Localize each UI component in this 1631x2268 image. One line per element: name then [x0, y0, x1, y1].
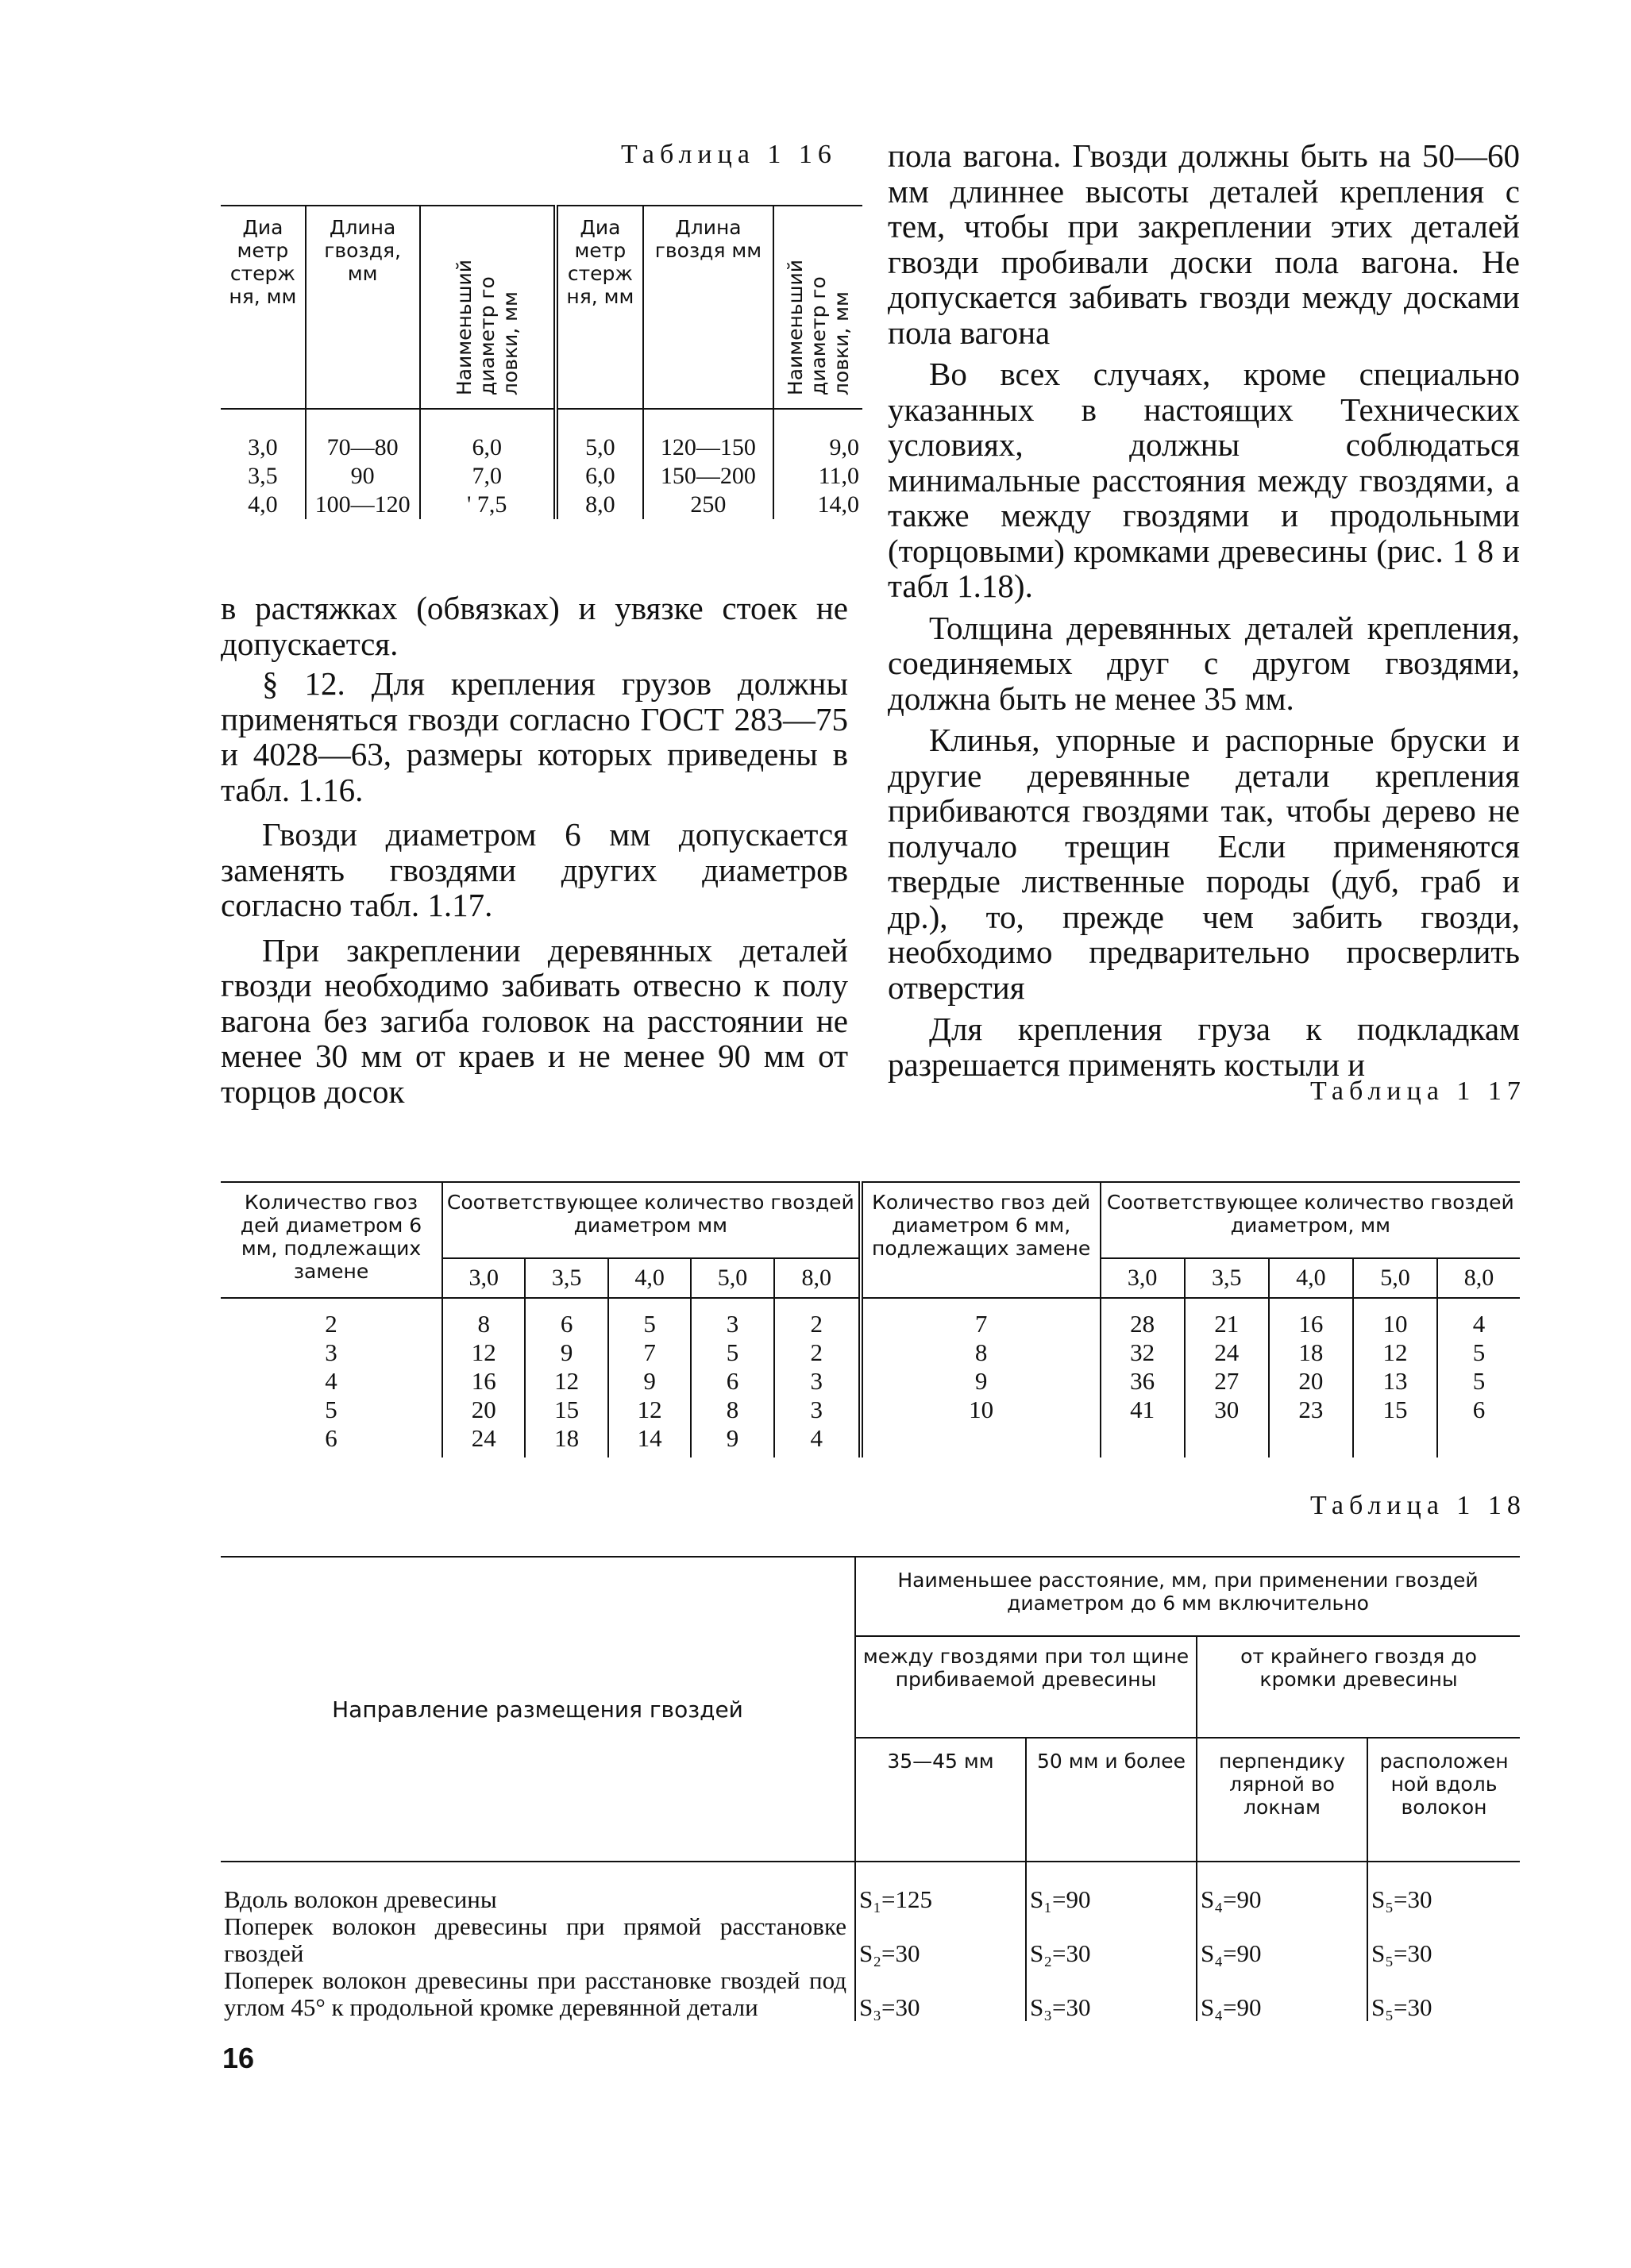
t117-cell: 36	[1130, 1367, 1155, 1395]
t117-cell: 24	[471, 1424, 496, 1452]
t118-row-direction: Поперек волокон древесины при расстановке гвоздей под углом 45° к продольной кромке деревянной детали	[221, 1967, 855, 2021]
t116-cell: 250	[690, 491, 727, 518]
t117-cell: 5	[325, 1396, 337, 1423]
t116-header-length: Длина гвоздя, мм	[306, 206, 420, 409]
t117-diameter: 3,5	[1185, 1258, 1269, 1298]
t118-cell: S₁=125	[855, 1862, 1026, 1913]
t117-header-qty: Количество гвоз дей диаметром 6 мм, подлежащих замене	[221, 1182, 442, 1298]
t117-cell: 9	[726, 1424, 739, 1452]
t116-cell: 14,0	[817, 491, 859, 518]
t117-cell: 7	[974, 1310, 988, 1338]
t116-header-head-diameter-2: Наименьший диаметр го ловки, мм	[784, 259, 854, 395]
t116-cell: ' 7,5	[467, 491, 507, 518]
t117-cell: 41	[1130, 1396, 1155, 1423]
t117-cell: 8	[477, 1310, 490, 1338]
t117-cell: 28	[1130, 1310, 1155, 1338]
t117-diameter: 5,0	[691, 1258, 773, 1298]
t116-header-length-2: Длина гвоздя мм	[643, 206, 773, 409]
t117-cell: 27	[1214, 1367, 1240, 1395]
t117-cell: 9	[560, 1338, 573, 1366]
t117-cell: 15	[1382, 1396, 1408, 1423]
t117-cell: 21	[1214, 1310, 1240, 1338]
table-118-caption: Таблица 1 18	[1310, 1491, 1526, 1520]
t116-cell: 3,5	[248, 463, 278, 489]
t116-header-diameter: Диа метр стерж ня, мм	[221, 206, 306, 409]
t117-cell: 12	[471, 1338, 496, 1366]
table-117-caption: Таблица 1 17	[1310, 1076, 1526, 1106]
t117-diameter: 5,0	[1353, 1258, 1437, 1298]
left-column-text	[221, 591, 848, 1109]
t117-cell: 9	[643, 1367, 656, 1395]
t117-cell: 13	[1382, 1367, 1408, 1395]
t117-cell: 12	[554, 1367, 580, 1395]
t117-diameter: 3,0	[1101, 1258, 1185, 1298]
t117-cell: 5	[726, 1338, 739, 1366]
t117-cell: 3	[726, 1310, 739, 1338]
t117-cell: 20	[1298, 1367, 1324, 1395]
t118-header-35-45: 35—45 мм	[855, 1738, 1026, 1862]
left-paragraph-4: При закреплении деревянных деталей гвозди необходимо забивать отвесно к полу вагона без загиба головок на расстоянии не менее 30 мм от краев и не менее 90 мм от торцов досок	[221, 931, 848, 1110]
t118-header-edge: от крайнего гвоздя до кромки древесины	[1197, 1636, 1520, 1738]
t117-diameter: 8,0	[774, 1258, 861, 1298]
t117-cell: 4	[1472, 1310, 1486, 1338]
t116-cell: 90	[350, 463, 375, 489]
t116-header-head-diameter: Наименьший диаметр го ловки, мм	[452, 259, 522, 395]
t117-cell: 20	[471, 1396, 496, 1423]
t117-cell: 8	[726, 1396, 739, 1423]
t117-cell: 24	[1214, 1338, 1240, 1366]
t117-cell: 9	[974, 1367, 988, 1395]
t117-cell: 8	[974, 1338, 988, 1366]
t117-cell: 5	[1472, 1338, 1486, 1366]
right-column-text	[888, 138, 1520, 1082]
t116-cell: 100—120	[314, 491, 411, 518]
t118-cell: S₂=30	[1026, 1913, 1197, 1967]
t117-cell: 10	[969, 1396, 994, 1423]
t118-header-50-more: 50 мм и более	[1026, 1738, 1197, 1862]
t117-cell: 10	[1382, 1310, 1408, 1338]
t116-cell: 150—200	[660, 463, 756, 489]
t117-cell: 6	[560, 1310, 573, 1338]
t117-cell: 15	[554, 1396, 580, 1423]
t117-cell: 6	[325, 1424, 337, 1452]
t118-cell: S₃=30	[1026, 1967, 1197, 2021]
t117-cell: 2	[810, 1338, 823, 1366]
t118-header-direction: Направление размещения гвоздей	[221, 1557, 855, 1862]
t118-header-min-distance: Наименьшее расстояние, мм, при применении гвоздей диаметром до 6 мм включительно	[855, 1557, 1520, 1636]
t117-header-corresponding: Соответствующее количество гвоздей диаметром мм	[442, 1182, 861, 1258]
left-paragraph-2: § 12. Для крепления грузов должны применяться гвозди согласно ГОСТ 283—75 и 4028—63, размеры которых приведены в табл. 1.16.	[221, 665, 848, 808]
t116-cell: 6,0	[585, 463, 615, 489]
page-number: 16	[222, 2042, 255, 2074]
t116-cell: 4,0	[248, 491, 278, 518]
t118-cell: S₁=90	[1026, 1862, 1197, 1913]
t116-header-diameter-2: Диа метр стерж ня, мм	[556, 206, 643, 409]
t116-cell: 5,0	[585, 434, 615, 460]
left-paragraph-1: в растяжках (обвязках) и увязке стоек не допускается.	[221, 590, 848, 662]
t117-cell: 7	[643, 1338, 656, 1366]
t117-cell: 4	[325, 1367, 337, 1395]
t117-cell: 5	[1472, 1367, 1486, 1395]
t116-cell: 7,0	[472, 463, 502, 489]
t117-header-corresponding-2: Соответствующее количество гвоздей диаметром, мм	[1101, 1182, 1520, 1258]
t118-header-perpendicular: перпендику лярной во локнам	[1197, 1738, 1367, 1862]
table-117	[221, 1181, 1520, 1457]
t117-diameter: 3,0	[442, 1258, 525, 1298]
t118-cell: S₂=30	[855, 1913, 1026, 1967]
t117-cell: 16	[471, 1367, 496, 1395]
left-paragraph-3: Гвозди диаметром 6 мм допускается заменять гвоздями других диаметров согласно табл. 1.17.	[221, 816, 848, 923]
t116-cell: 8,0	[585, 491, 615, 518]
t117-diameter: 3,5	[525, 1258, 607, 1298]
t117-diameter: 4,0	[608, 1258, 691, 1298]
t117-cell: 3	[810, 1367, 823, 1395]
t116-cell: 70—80	[326, 434, 399, 460]
t117-cell: 32	[1130, 1338, 1155, 1366]
t116-cell: 9,0	[829, 434, 859, 460]
t117-cell: 12	[1382, 1338, 1408, 1366]
t118-cell: S₄=90	[1197, 1913, 1367, 1967]
table-116	[221, 205, 862, 519]
t117-cell: 4	[810, 1424, 823, 1452]
t118-cell: S₅=30	[1371, 1939, 1432, 1967]
t116-cell: 3,0	[248, 434, 278, 460]
t118-header-between-nails: между гвоздями при тол щине прибиваемой древесины	[855, 1636, 1197, 1738]
t117-cell: 30	[1214, 1396, 1240, 1423]
t117-cell: 12	[637, 1396, 662, 1423]
t118-row-direction: Вдоль волокон древесины	[221, 1862, 855, 1913]
t117-cell: 14	[637, 1424, 662, 1452]
right-paragraph-5: Для крепления груза к подкладкам разрешается применять костыли и	[888, 1011, 1520, 1083]
t116-cell: 120—150	[660, 434, 756, 460]
t117-cell: 6	[1472, 1396, 1486, 1423]
t118-cell: S₃=30	[855, 1967, 1026, 2021]
t117-diameter: 4,0	[1269, 1258, 1353, 1298]
right-paragraph-2: Во всех случаях, кроме специально указанных в настоящих Технических условиях, должны соблюдаться минимальные расстояния между гвоздями, а также между гвоздями и продольными (торцовыми) кромками древесины (рис. 1 8 и табл 1.18).	[888, 356, 1520, 604]
t117-header-qty-2: Количество гвоз дей диаметром 6 мм, подлежащих замене	[861, 1182, 1101, 1298]
t117-cell: 6	[726, 1367, 739, 1395]
t118-header-along: расположен ной вдоль волокон	[1367, 1738, 1520, 1862]
t117-cell: 2	[325, 1310, 337, 1338]
t118-row-direction: Поперек волокон древесины при прямой расстановке гвоздей	[221, 1913, 855, 1967]
t117-cell: 3	[325, 1338, 337, 1366]
t118-cell: S₅=30	[1371, 1993, 1432, 2021]
t117-cell: 18	[1298, 1338, 1324, 1366]
t116-cell: 11,0	[818, 463, 859, 489]
t118-cell: S₄=90	[1197, 1967, 1367, 2021]
table-118	[221, 1556, 1520, 2021]
t116-cell: 6,0	[472, 434, 502, 460]
t117-cell: 2	[810, 1310, 823, 1338]
t118-cell: S₄=90	[1197, 1862, 1367, 1913]
table-116-caption: Таблица 1 16	[621, 140, 837, 169]
right-paragraph-3: Толщина деревянных деталей крепления, соединяемых друг с другом гвоздями, должна быть не менее 35 мм.	[888, 609, 1520, 717]
t117-diameter: 8,0	[1437, 1258, 1520, 1298]
t117-cell: 5	[643, 1310, 656, 1338]
t117-cell: 3	[810, 1396, 823, 1423]
t118-cell: S₅=30	[1371, 1885, 1432, 1913]
t117-cell: 18	[554, 1424, 580, 1452]
t117-cell: 16	[1298, 1310, 1324, 1338]
right-paragraph-1: пола вагона. Гвозди должны быть на 50—60 мм длиннее высоты деталей крепления с тем, чтобы при закреплении этих деталей гвозди пробивали доски пола вагона. Не допускается забивать гвозди между досками пола вагона	[888, 137, 1520, 351]
t117-cell: 23	[1298, 1396, 1324, 1423]
right-paragraph-4: Клинья, упорные и распорные бруски и другие деревянные детали крепления прибиваются гвоздями так, чтобы дерево не получало трещин Если применяются твердые лиственные породы (дуб, граб и др.), то, прежде чем забить гвозди, необходимо предварительно просверлить отверстия	[888, 722, 1520, 1006]
